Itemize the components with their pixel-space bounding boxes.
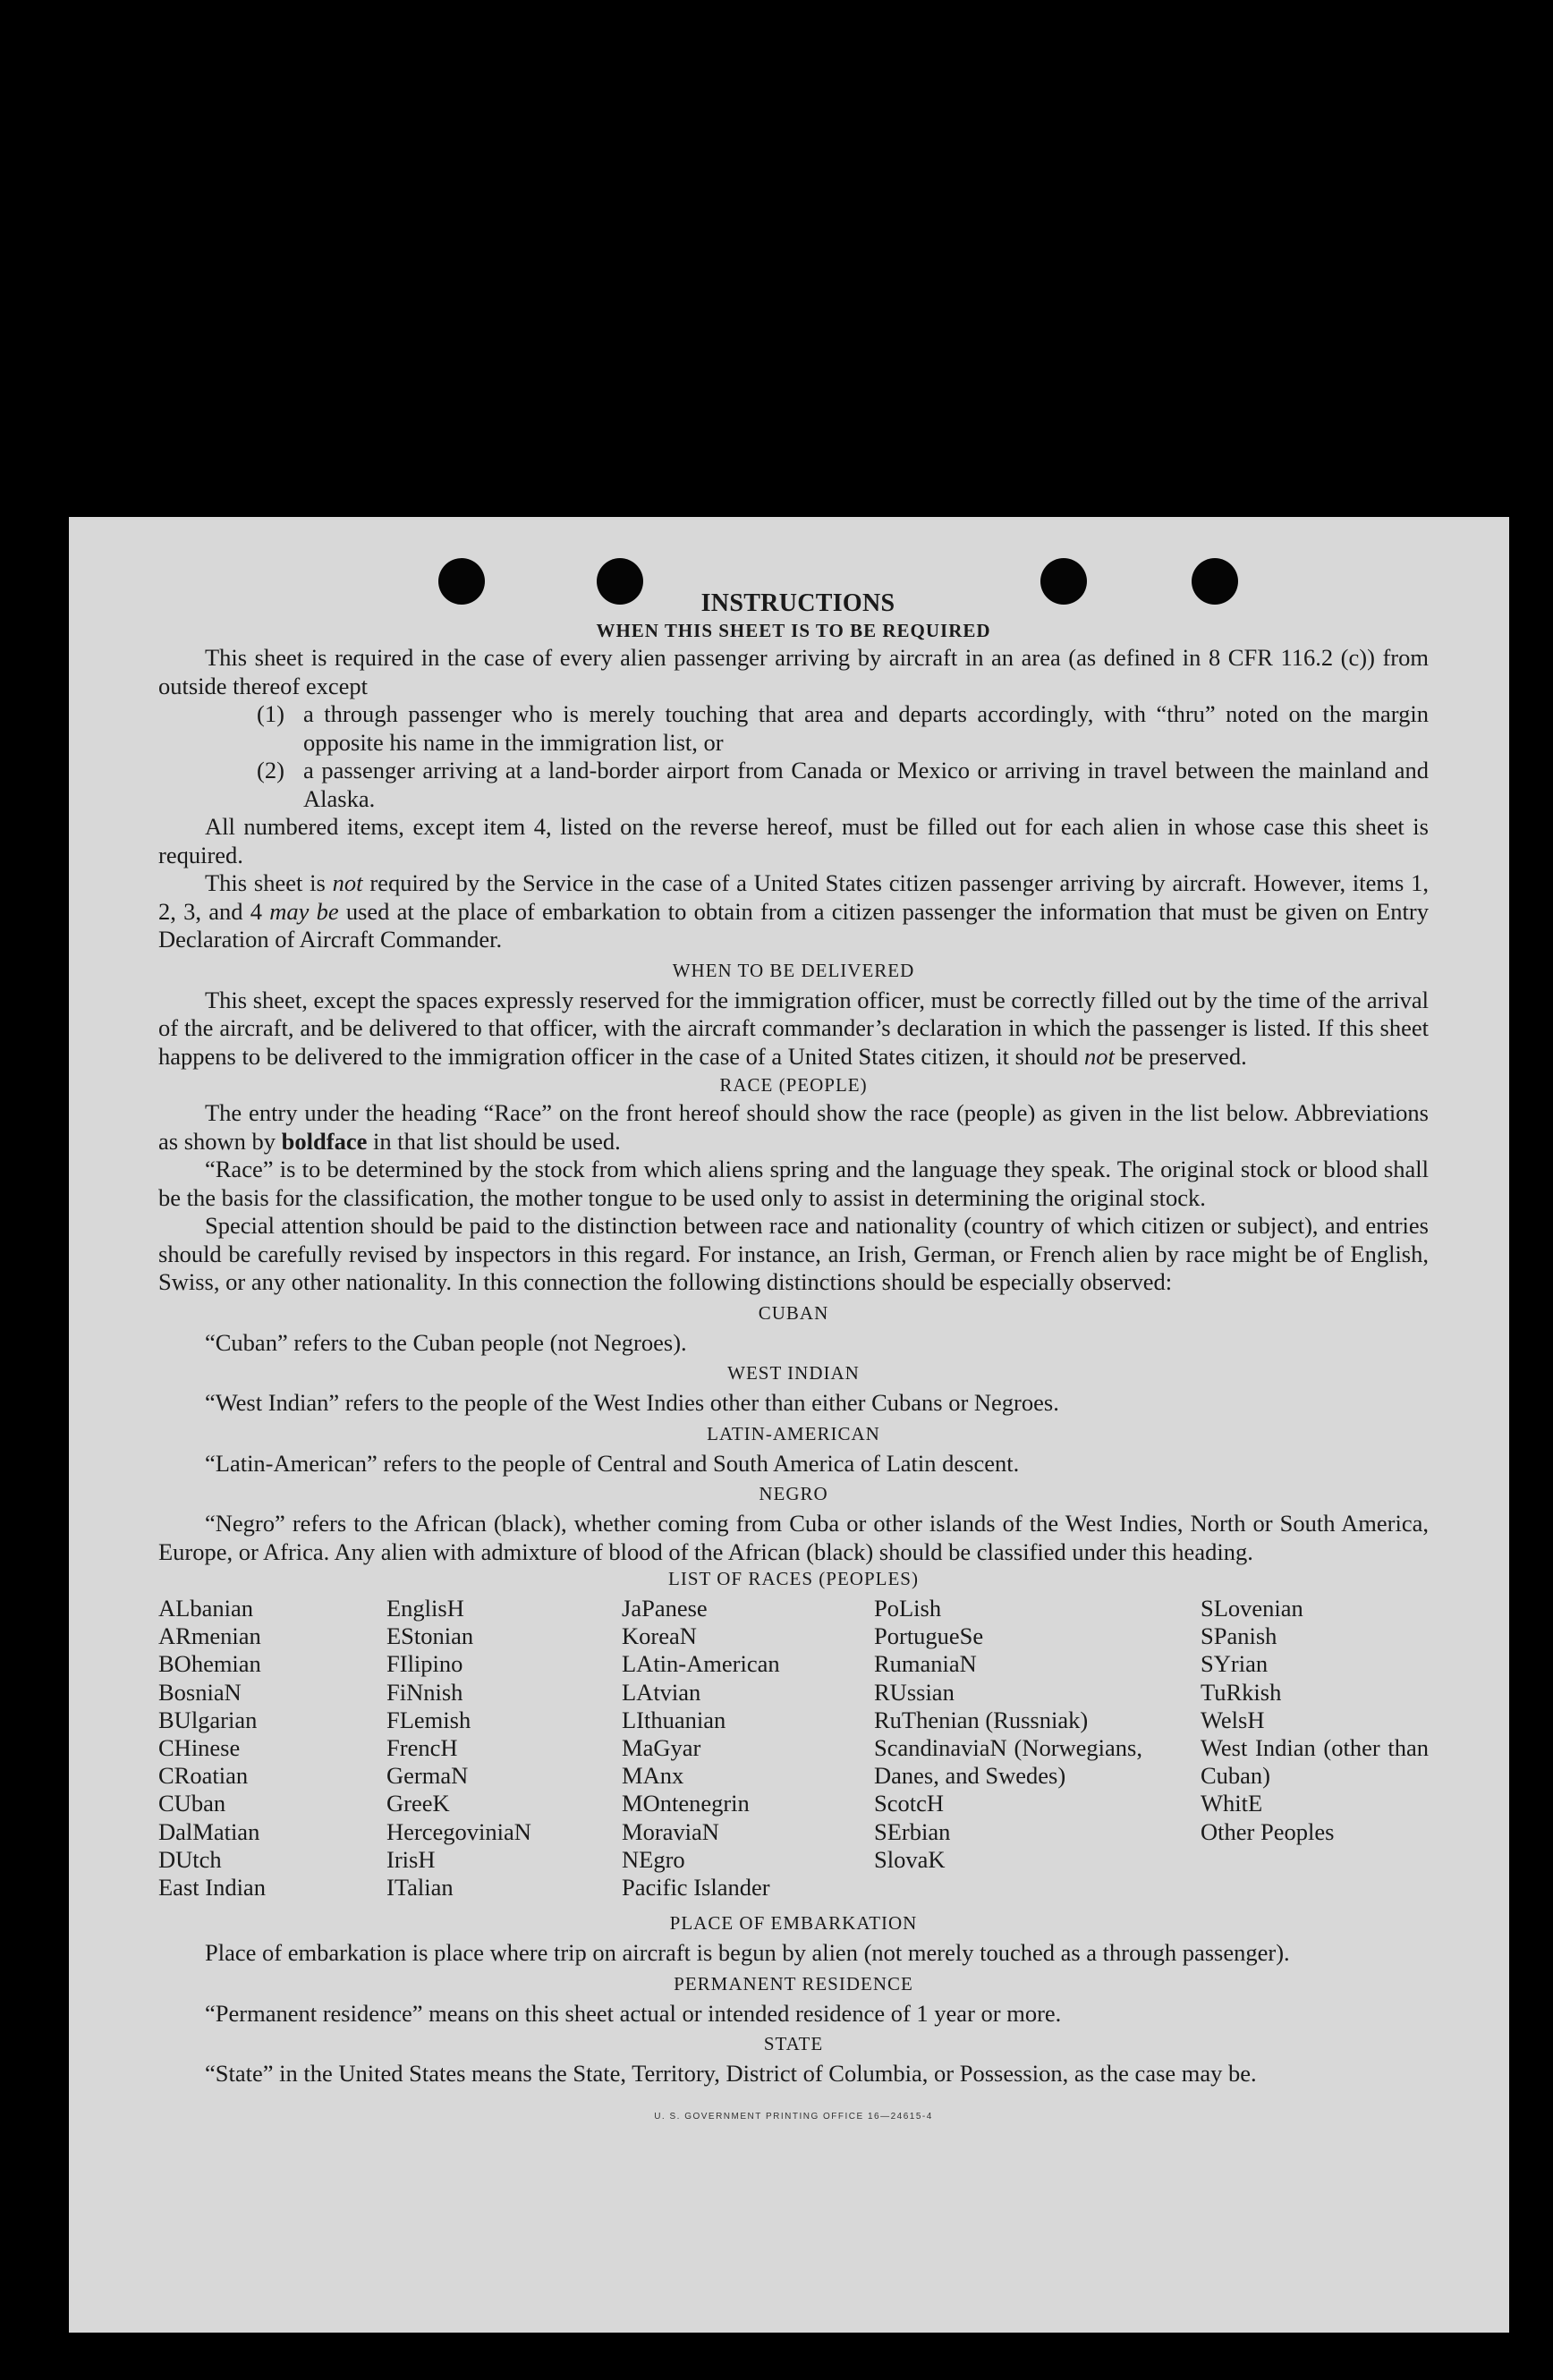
paragraph-citizen: This sheet is not required by the Service in the case of a United States citizen passenger arriving by aircraft. However, items 1, 2, 3, and 4 may be used at the place of embarkation to obtain from a citizen passenger the information that must be given on Entry Declaration of Aircraft Commander. <box>158 869 1429 953</box>
definition-permanent-residence: “Permanent residence” means on this sheet actual or intended residence of 1 year or more. <box>205 1999 1062 2027</box>
definition-cuban: “Cuban” refers to the Cuban people (not Negroes). <box>205 1328 687 1356</box>
race-column <box>158 1595 386 1901</box>
race-entry: HercegoviniaN <box>386 1817 531 1845</box>
race-entry: ScandinaviaN (Norwegians, Danes, and Swedes) <box>874 1734 1142 1790</box>
item-text: a through passenger who is merely touching that area and departs accordingly, with “thru” noted on the margin opposite his name in the immigration list, or <box>303 700 1429 756</box>
definition-place-of-embarkation: Place of embarkation is place where trip on aircraft is begun by alien (not merely touched as a through passenger). <box>205 1939 1290 1967</box>
definition-negro: “Negro” refers to the African (black), whether coming from Cuba or other islands of the West Indies, North or South America, Europe, or Africa. Any alien with admixture of blood of the African (black) should be classified under this heading. <box>158 1510 1429 1565</box>
race-entry: GermaN <box>386 1762 469 1790</box>
heading-latin-american: LATIN-AMERICAN <box>707 1422 880 1444</box>
item-number: (1) <box>257 700 284 727</box>
paragraph-delivery: This sheet, except the spaces expressly reserved for the immigration officer, must be correctly filled out by the time of the arrival of the aircraft, and be delivered to that officer, with the aircraft commander’s declaration in which the passenger is listed. If this sheet happens to be delivered to the immigration officer in the case of a United States citizen, it should not be preserved. <box>158 986 1429 1070</box>
race-entry: KoreaN <box>622 1622 697 1650</box>
race-entry: FIlipino <box>386 1650 463 1678</box>
race-entry: DUtch <box>158 1845 222 1873</box>
race-entry: CHinese <box>158 1734 241 1762</box>
race-entry: East Indian <box>158 1874 266 1901</box>
race-entry: SLovenian <box>1201 1595 1303 1622</box>
race-entry: RuThenian (Russniak) <box>874 1706 1089 1733</box>
heading-list-of-races: LIST OF RACES (PEOPLES) <box>668 1568 919 1589</box>
race-entry: RumaniaN <box>874 1650 977 1678</box>
race-entry: MOntenegrin <box>622 1790 750 1817</box>
punch-hole <box>1040 558 1087 605</box>
race-entry: WelsH <box>1201 1706 1265 1733</box>
heading-when-delivered: WHEN TO BE DELIVERED <box>672 959 915 981</box>
race-entry: FrencH <box>386 1734 458 1762</box>
heading-negro: NEGRO <box>759 1483 828 1504</box>
exception-item <box>158 700 1429 757</box>
printing-office-footer: U. S. GOVERNMENT PRINTING OFFICE 16—24615-4 <box>654 2111 933 2122</box>
paragraph: All numbered items, except item 4, listed on the reverse hereof, must be filled out for each alien in whose case this sheet is required. <box>158 813 1429 868</box>
exception-item <box>158 757 1429 813</box>
race-entry: JaPanese <box>622 1595 708 1622</box>
race-list <box>158 1595 1429 1901</box>
race-entry: NEgro <box>622 1845 685 1873</box>
heading-place-of-embarkation: PLACE OF EMBARKATION <box>669 1912 918 1935</box>
race-entry: ScotcH <box>874 1790 945 1817</box>
race-entry: ITalian <box>386 1874 454 1901</box>
race-entry: IrisH <box>386 1845 436 1873</box>
race-column <box>874 1595 1201 1901</box>
race-entry: FLemish <box>386 1706 471 1733</box>
heading-state: STATE <box>763 2033 824 2055</box>
race-entry: LIthuanian <box>622 1706 726 1733</box>
heading-when-required: WHEN THIS SHEET IS TO BE REQUIRED <box>596 620 991 641</box>
race-entry: SlovaK <box>874 1845 946 1873</box>
race-entry: EnglisH <box>386 1595 464 1622</box>
race-entry: BUlgarian <box>158 1706 258 1733</box>
heading-permanent-residence: PERMANENT RESIDENCE <box>674 1972 913 1995</box>
paragraph-intro: This sheet is required in the case of every alien passenger arriving by aircraft in an area (as defined in 8 CFR 116.2 (c)) from outside thereof except <box>158 644 1429 699</box>
race-entry: MAnx <box>622 1762 684 1790</box>
paragraph-race: The entry under the heading “Race” on the front hereof should show the race (people) as given in the list below. Abbreviations as shown by boldface in that list should be used. <box>158 1099 1429 1155</box>
race-entry: LAtvian <box>622 1678 701 1706</box>
race-entry: CUban <box>158 1790 226 1817</box>
race-column <box>1201 1595 1429 1901</box>
race-entry: WhitE <box>1201 1790 1263 1817</box>
race-entry: RUssian <box>874 1678 955 1706</box>
race-entry: BosniaN <box>158 1678 242 1706</box>
race-entry: GreeK <box>386 1790 450 1817</box>
race-column <box>622 1595 874 1901</box>
punch-hole <box>1192 558 1238 605</box>
race-column <box>386 1595 622 1901</box>
race-entry: EStonian <box>386 1622 474 1650</box>
document-sheet <box>69 517 1509 2333</box>
race-entry: BOhemian <box>158 1650 261 1678</box>
race-entry: FiNnish <box>386 1678 463 1706</box>
race-entry: West Indian (other than Cuban) <box>1201 1734 1429 1790</box>
race-entry: SYrian <box>1201 1650 1269 1678</box>
punch-hole <box>597 558 643 605</box>
heading-west-indian: WEST INDIAN <box>727 1362 860 1384</box>
race-entry: CRoatian <box>158 1762 249 1790</box>
punch-hole <box>438 558 485 605</box>
race-entry: DalMatian <box>158 1817 260 1845</box>
race-entry: TuRkish <box>1201 1678 1282 1706</box>
race-entry: ALbanian <box>158 1595 253 1622</box>
race-entry: Other Peoples <box>1201 1817 1335 1845</box>
race-entry: SErbian <box>874 1817 951 1845</box>
race-entry: PortugueSe <box>874 1622 984 1650</box>
race-entry: PoLish <box>874 1595 942 1622</box>
race-entry: MoraviaN <box>622 1817 719 1845</box>
item-number: (2) <box>257 757 284 783</box>
paragraph-race-stock: “Race” is to be determined by the stock from which aliens spring and the language they speak. The original stock or blood shall be the basis for the classification, the mother tongue to be used only to assist in determining the original stock. <box>158 1156 1429 1211</box>
definition-west-indian: “West Indian” refers to the people of the West Indies other than either Cubans or Negroes. <box>205 1389 1059 1416</box>
race-entry: LAtin-American <box>622 1650 780 1678</box>
race-entry: SPanish <box>1201 1622 1277 1650</box>
document-title: INSTRUCTIONS <box>700 589 895 617</box>
definition-latin-american: “Latin-American” refers to the people of Central and South America of Latin descent. <box>205 1449 1020 1477</box>
item-text: a passenger arriving at a land-border airport from Canada or Mexico or arriving in travel between the mainland and Alaska. <box>303 757 1429 812</box>
heading-race: RACE (PEOPLE) <box>719 1074 868 1096</box>
race-entry: Pacific Islander <box>622 1874 770 1901</box>
definition-state: “State” in the United States means the State, Territory, District of Columbia, or Possession, as the case may be. <box>205 2060 1257 2088</box>
paragraph-race-nationality: Special attention should be paid to the distinction between race and nationality (country of which citizen or subject), and entries should be carefully revised by inspectors in this regard. For instance, an Irish, German, or French alien by race might be of English, Swiss, or any other nationality. In this connection the following distinctions should be especially observed: <box>158 1212 1429 1295</box>
race-entry: MaGyar <box>622 1734 701 1762</box>
heading-cuban: CUBAN <box>758 1301 829 1324</box>
race-entry: ARmenian <box>158 1622 261 1650</box>
